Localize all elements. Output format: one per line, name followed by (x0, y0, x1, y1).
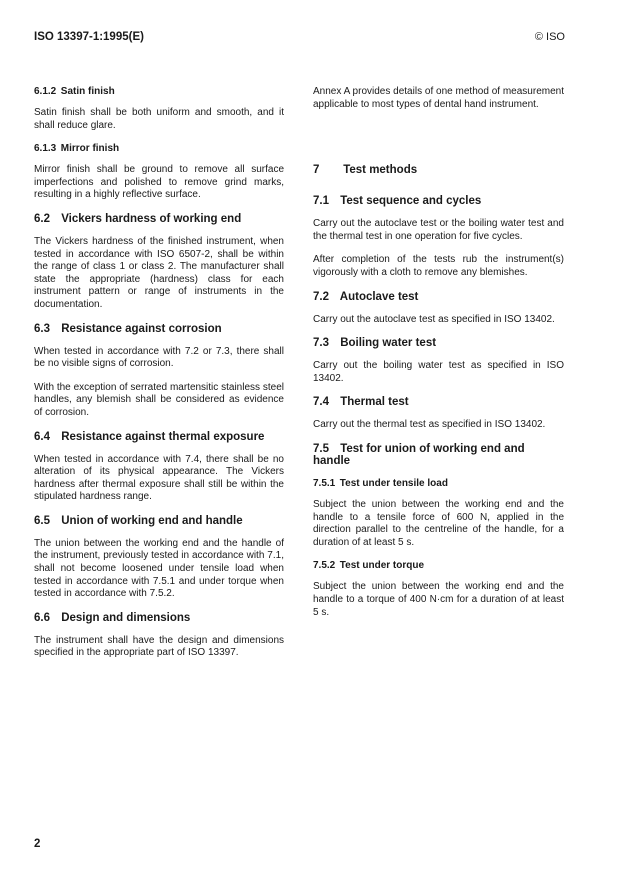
heading-7-5: 7.5 Test for union of working end and handle (313, 442, 525, 467)
heading-6-1-2: 6.1.2 Satin finish (34, 86, 115, 97)
heading-6-5: 6.5 Union of working end and handle (34, 514, 243, 527)
heading-7-3: 7.3 Boiling water test (313, 337, 437, 350)
heading-6-3: 6.3 Resistance against corrosion (34, 322, 222, 335)
heading-6-1-3: 6.1.3 Mirror finish (34, 143, 120, 155)
page-number: 2 (34, 838, 41, 850)
heading-7-4: 7.4 Thermal test (313, 396, 409, 409)
paragraph-7-2: Carry out the autoclave test as specified in ISO 13402. (313, 313, 555, 325)
document-id: ISO 13397-1:1995(E) (34, 31, 144, 43)
copyright-mark: © ISO (534, 31, 565, 43)
heading-7-1: 7.1 Test sequence and cycles (313, 195, 482, 208)
paragraph-annex-note: Annex A provides details of one method of measurement applicable to most types of dental hand instrument. (313, 86, 564, 110)
paragraph-6-6: The instrument shall have the design and dimensions specified in the appropriate part of ISO 13397. (34, 634, 284, 659)
paragraph-7-5-2: Subject the union between the working end and the handle to a torque of 400 N·cm for a duration of at least 5 s. (313, 581, 564, 618)
heading-7: 7 Test methods (313, 164, 418, 177)
heading-7-5-1: 7.5.1 Test under tensile load (313, 477, 448, 489)
paragraph-6-5: The union between the working end and the handle of the instrument, previously tested in accordance with 7.1, shall not become loosened under tensile load when tested in accordance with 7.5.1 and under torque when tested in accordance with 7.5.2. (34, 537, 284, 600)
heading-7-5-2: 7.5.2 Test under torque (313, 560, 425, 572)
paragraph-6-1-3: Mirror finish shall be ground to remove all surface imperfections and polished to remove grind marks, resulting in a highly reflective surface. (34, 164, 284, 201)
paragraph-6-3-b: With the exception of serrated martensitic stainless steel handles, any blemish shall be considered as evidence of corrosion. (34, 381, 284, 418)
heading-6-6: 6.6 Design and dimensions (34, 611, 191, 624)
heading-6-4: 6.4 Resistance against thermal exposure (34, 430, 265, 443)
paragraph-6-3-a: When tested in accordance with 7.2 or 7.3, there shall be no visible signs of corrosion. (34, 345, 284, 370)
paragraph-7-5-1: Subject the union between the working end and the handle to a tensile force of 600 N, applied in the direction parallel to the centreline of the handle, for a duration of at least 5 s. (313, 498, 564, 548)
paragraph-6-1-2: Satin finish shall be both uniform and smooth, and it shall reduce glare. (34, 107, 284, 131)
heading-7-2: 7.2 Autoclave test (313, 290, 419, 303)
heading-6-2: 6.2 Vickers hardness of working end (34, 212, 242, 225)
paragraph-7-1-b: After completion of the tests rub the instrument(s) vigorously with a cloth to remove any blemishes. (313, 254, 564, 278)
paragraph-7-3: Carry out the boiling water test as specified in ISO 13402. (313, 360, 564, 384)
paragraph-7-1-a: Carry out the autoclave test or the boiling water test and the thermal test in one operation for five cycles. (313, 218, 564, 242)
paragraph-6-4: When tested in accordance with 7.4, there shall be no alteration of its physical appearance. The Vickers hardness after thermal exposure shall still be within the stipulated hardness range. (34, 453, 284, 503)
paragraph-7-4: Carry out the thermal test as specified in ISO 13402. (313, 419, 546, 431)
left-column (34, 86, 284, 671)
paragraph-6-2: The Vickers hardness of the finished instrument, when tested in accordance with ISO 6507-2, shall be within the range of class 1 or class 2. The manufacturer shall state the appropriate (hardness) class for each instrument pattern or range of instruments in the documentation. (34, 235, 284, 310)
right-column (313, 86, 564, 630)
